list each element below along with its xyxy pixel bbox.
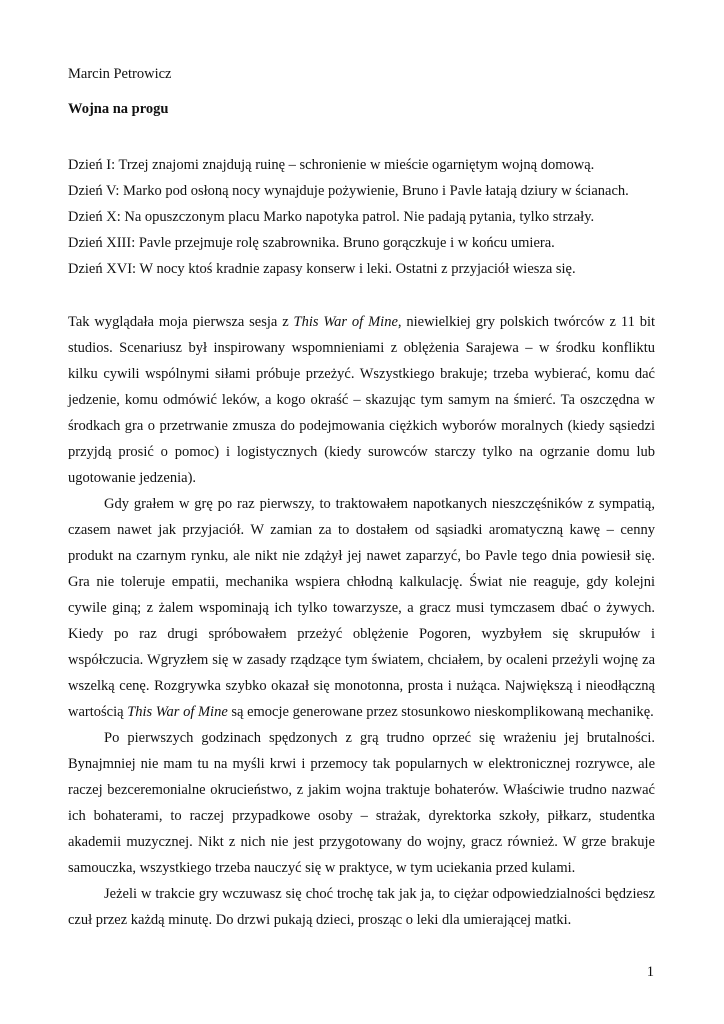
- diary-entry: Dzień XIII: Pavle przejmuje rolę szabrownika. Bruno gorączkuje i w końcu umiera.: [68, 235, 555, 251]
- paragraph: [68, 881, 655, 933]
- game-title-italic: This War of Mine: [293, 314, 398, 330]
- paragraph-text: Gdy grałem w grę po raz pierwszy, to traktowałem napotkanych nieszczęśników z sympatią, czasem nawet jak przyjaciół. W zamian za to dostałem od sąsiadki aromatyczną kawę – cenny produkt na czarnym rynku, ale nikt nie zdążył jej nawet zaparzyć, bo Pavle tego dnia powiesił się. Gra nie toleruje empatii, mechanika wspiera chłodną kalkulację. Świat nie reaguje, gdy kolejni cywile giną; z żalem wspominają ich tylko towarzysze, a gracz musi tymczasem dbać o żywych. Kiedy po raz drugi spróbowałem przeżyć oblężenie Pogoren, wyzbyłem się skrupułów i współczucia. Wgryzłem się w zasady rządzące tym światem, chciałem, by ocaleni przeżyli wojnę za wszelką cenę. Rozgrywka szybko okazał się monotonna, prosta i nużąca. Największą i nieodłączną wartością: [68, 496, 655, 720]
- paragraph: [68, 491, 655, 725]
- paragraph: [68, 309, 655, 491]
- paragraph-text: Po pierwszych godzinach spędzonych z grą trudno oprzeć się wrażeniu jej brutalności. Bynajmniej nie mam tu na myśli krwi i przemocy tak popularnych w elektronicznej rozrywce, ale raczej bezceremonialne okrucieństwo, z jakim wojna traktuje bohaterów. Właściwie trudno nazwać ich bohaterami, to raczej przypadkowe osoby – strażak, dyrektorka szkoły, piłkarz, studentka akademii muzycznej. Nikt z nich nie jest przygotowany do wojny, gracz również. W grze brakuje samouczka, wszystkiego trzeba nauczyć się w praktyce, w tym uciekania przed kulami.: [68, 730, 655, 876]
- paragraph-text: Tak wyglądała moja pierwsza sesja z: [68, 314, 294, 330]
- page-number: 1: [646, 964, 654, 980]
- diary-entry: Dzień V: Marko pod osłoną nocy wynajduje pożywienie, Bruno i Pavle łatają dziury w ścianach.: [68, 183, 629, 199]
- author-name: Marcin Petrowicz: [68, 66, 172, 82]
- paragraph-text: są emocje generowane przez stosunkowo nieskomplikowaną mechanikę.: [227, 704, 654, 720]
- paragraph: [68, 725, 655, 881]
- game-title-italic: This War of Mine: [127, 704, 228, 720]
- article-title: Wojna na progu: [68, 101, 169, 117]
- paragraph-text: , niewielkiej gry polskich twórców z 11 bit studios. Scenariusz był inspirowany wspomnieniami z oblężenia Sarajewa – w środku konfliktu kilku cywili wspólnymi siłami próbuje przeżyć. Wszystkiego brakuje; trzeba wybierać, komu dać jedzenie, komu odmówić leków, a kogo okraść – skazując tym samym na śmierć. Ta oszczędna w środkach gra o przetrwanie zmusza do podejmowania ciężkich wyborów moralnych (kiedy sąsiedzi przyjdą prosić o pomoc) i logistycznych (kiedy surowców starczy tylko na ogrzanie domu lub ugotowanie jedzenia).: [68, 314, 656, 486]
- diary-entry: Dzień XVI: W nocy ktoś kradnie zapasy konserw i leki. Ostatni z przyjaciół wiesza się.: [68, 261, 576, 277]
- paragraph-text: Jeżeli w trakcie gry wczuwasz się choć trochę tak jak ja, to ciężar odpowiedzialności będziesz czuł przez każdą minutę. Do drzwi pukają dzieci, prosząc o leki dla umierającej matki.: [68, 886, 655, 928]
- diary-entry: Dzień X: Na opuszczonym placu Marko napotyka patrol. Nie padają pytania, tylko strzały.: [68, 209, 595, 225]
- article-body: [68, 309, 655, 933]
- diary-entry: Dzień I: Trzej znajomi znajdują ruinę – schronienie w mieście ogarniętym wojną domową.: [68, 157, 595, 173]
- diary-entries: [68, 152, 668, 282]
